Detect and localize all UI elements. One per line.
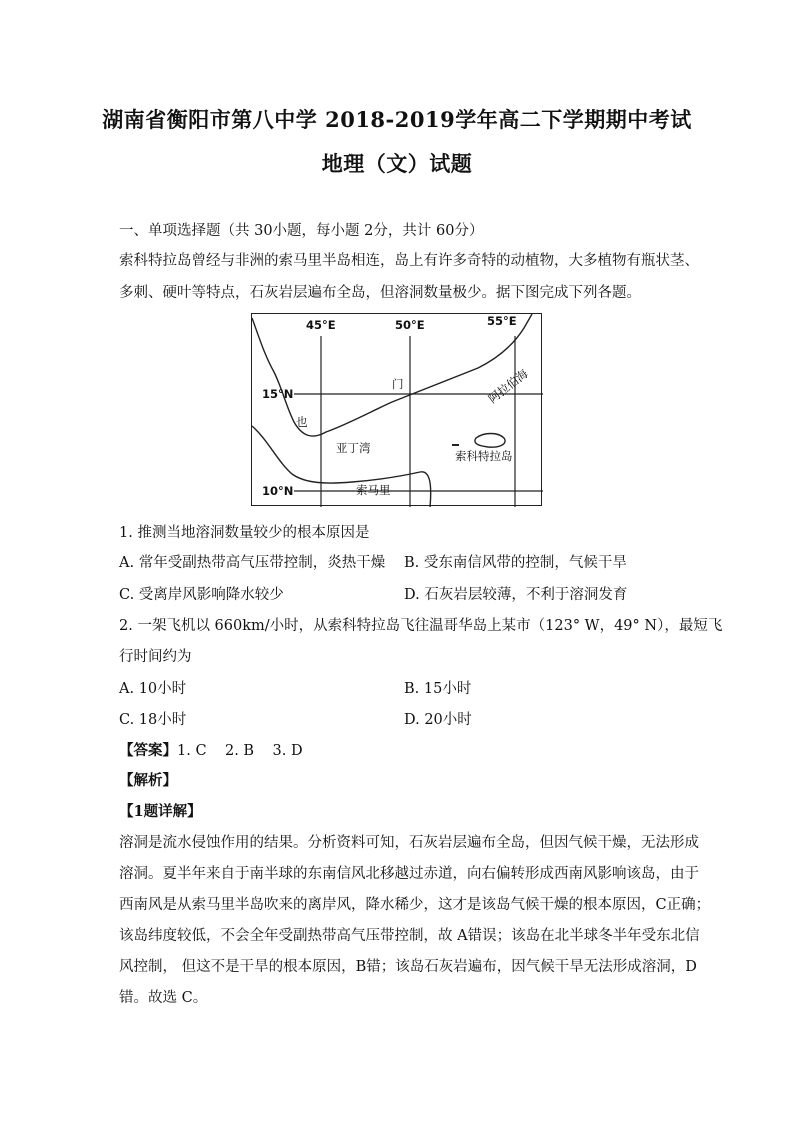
label-55e: 55°E <box>487 314 517 328</box>
answer-label: 【答案】 <box>119 742 177 759</box>
q1-stem: 1. 推测当地溶洞数量较少的根本原因是 <box>119 525 370 541</box>
analysis-line-1: 溶洞是流水侵蚀作用的结果。分析资料可知，石灰岩层遍布全岛，但因气候干燥，无法形成 <box>119 835 699 851</box>
q2-stem-line-1: 2. 一架飞机以 660km/小时，从索科特拉岛飞往温哥华岛上某市（123° W，49° N），最短飞 <box>119 618 723 634</box>
document-title: 湖南省衡阳市第八中学 2018-2019学年高二下学期期中考试 <box>102 107 692 132</box>
label-men: 门 <box>392 377 404 391</box>
socotra-island <box>475 434 505 448</box>
answer-row <box>119 739 303 760</box>
analysis-label: 【解析】 <box>119 772 177 789</box>
label-arabian-sea: 阿拉伯海 <box>485 366 531 406</box>
document-subtitle: 地理（文）试题 <box>321 151 473 176</box>
socotra-map <box>251 313 542 506</box>
label-socotra: 索科特拉岛 <box>455 449 513 463</box>
label-somalia: 索马里 <box>356 483 391 497</box>
analysis-line-4: 该岛纬度较低，不会全年受副热带高气压带控制，故 A错误；该岛在北半球冬半年受东北信 <box>119 928 700 944</box>
analysis-line-3: 西南风是从索马里半岛吹来的离岸风，降水稀少，这才是该岛气候干燥的根本原因，C正确； <box>119 897 711 913</box>
label-10n: 10°N <box>262 484 294 498</box>
analysis-line-5: 风控制， 但这不是干旱的根本原因，B错；该岛石灰岩遍布，因气候干旱无法形成溶洞，D <box>119 959 697 975</box>
label-15n: 15°N <box>262 387 294 401</box>
intro-line-1: 索科特拉岛曾经与非洲的索马里半岛相连，岛上有许多奇特的动植物，大多植物有瓶状茎、 <box>119 253 699 269</box>
label-gulf-aden: 亚丁湾 <box>336 441 371 455</box>
label-50e: 50°E <box>395 318 425 332</box>
q2-option-c: C. 18小时 <box>119 712 187 728</box>
q1-option-c: C. 受离岸风影响降水较少 <box>119 587 284 603</box>
label-ye: 也 <box>296 415 308 429</box>
q1-option-b: B. 受东南信风带的控制，气候干旱 <box>404 555 627 571</box>
analysis-line-2: 溶洞。夏半年来自于南半球的东南信风北移越过赤道，向右偏转形成西南风影响该岛，由于 <box>119 866 699 882</box>
analysis-subheading: 【1题详解】 <box>119 803 202 820</box>
q2-option-b: B. 15小时 <box>404 681 472 697</box>
q2-stem-line-2: 行时间约为 <box>119 649 192 665</box>
intro-line-2: 多刺、硬叶等特点，石灰岩层遍布全岛，但溶洞数量极少。据下图完成下列各题。 <box>119 285 641 301</box>
analysis-line-6: 错。故选 C。 <box>119 990 208 1006</box>
q1-option-a: A. 常年受副热带高气压带控制，炎热干燥 <box>119 555 386 571</box>
map-graphic <box>252 314 543 507</box>
label-45e: 45°E <box>306 318 336 332</box>
q2-option-a: A. 10小时 <box>119 681 187 697</box>
q2-option-d: D. 20小时 <box>404 712 472 728</box>
section-heading: 一、单项选择题（共 30小题，每小题 2分，共计 60分） <box>119 223 484 239</box>
q1-option-d: D. 石灰岩层较薄，不利于溶洞发育 <box>404 587 628 603</box>
answer-text: 1. C 2. B 3. D <box>177 743 303 759</box>
